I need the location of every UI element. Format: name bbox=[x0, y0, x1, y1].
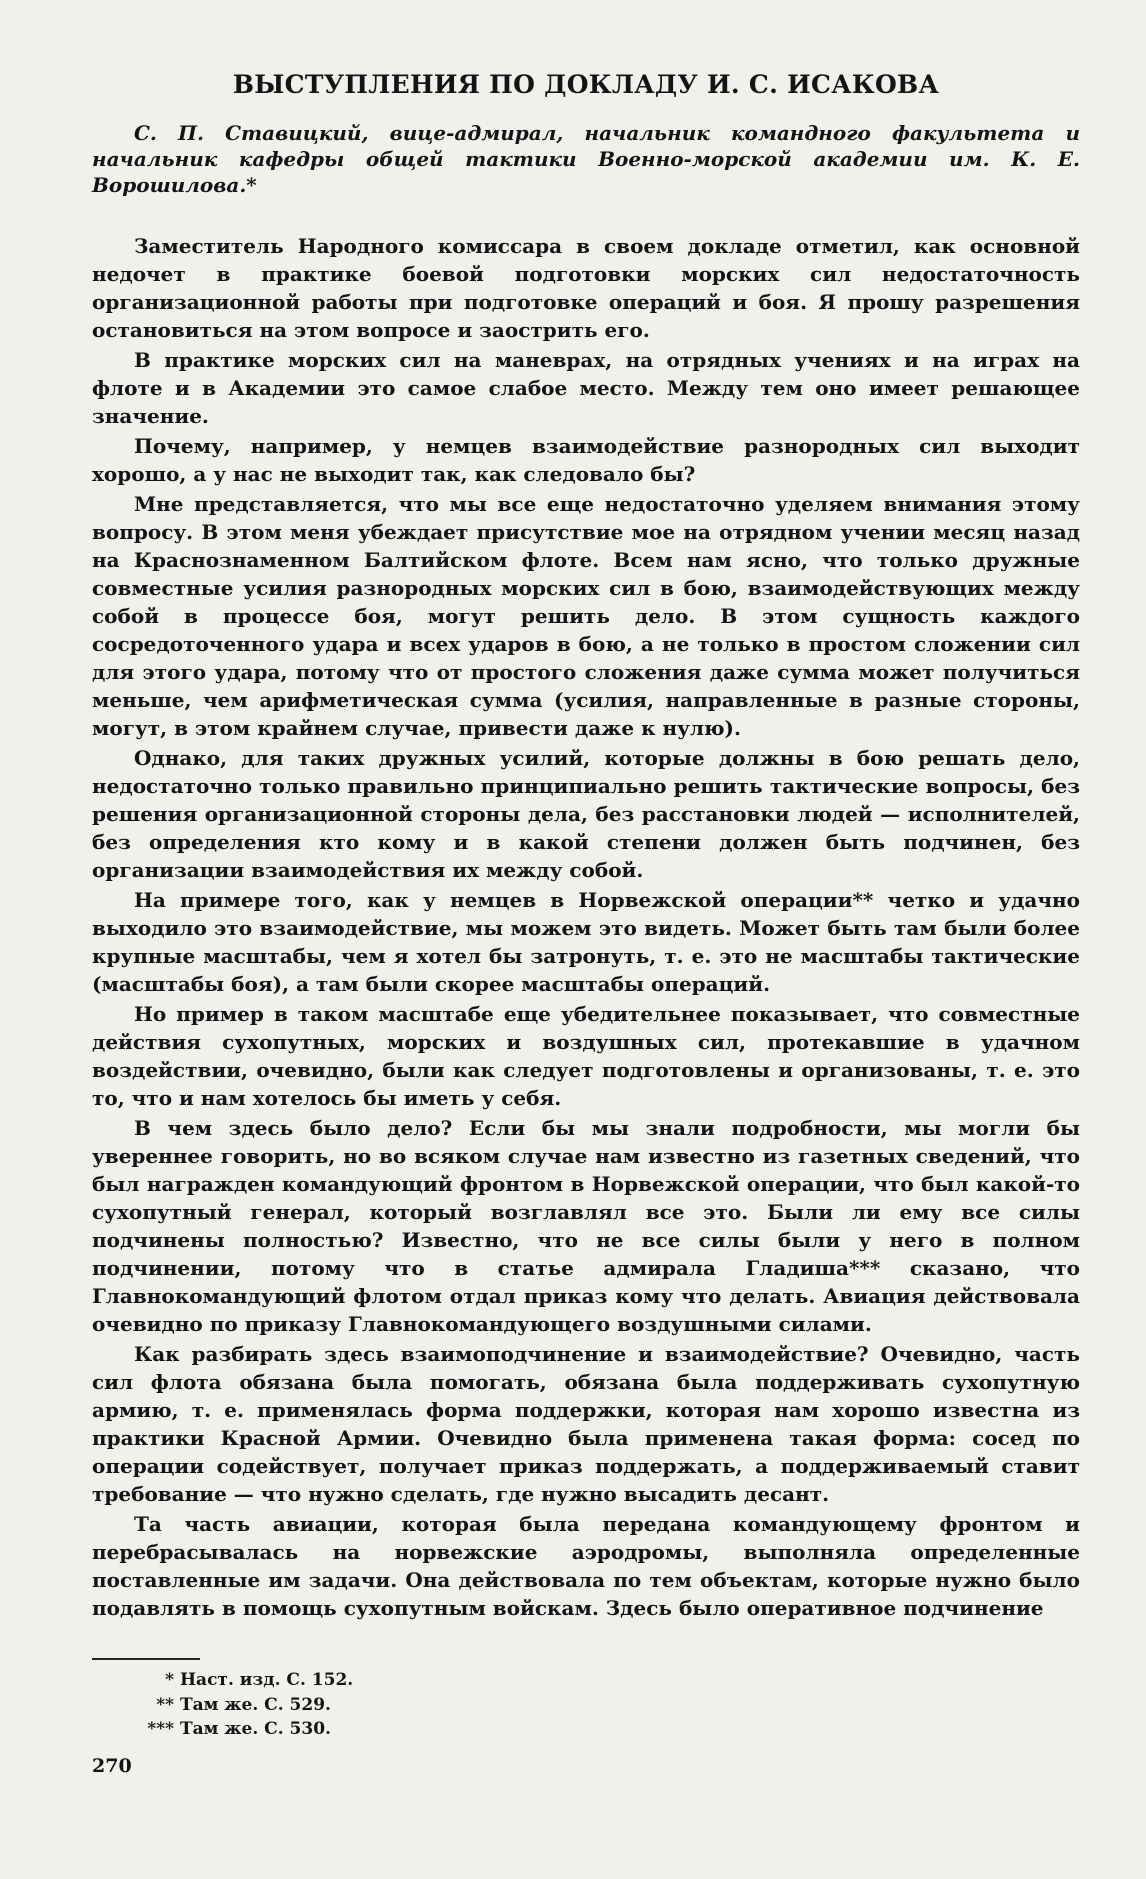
paragraph: Почему, например, у немцев взаимодействие разнородных сил выходит хорошо, а у нас не выходит так, как следовало бы? bbox=[92, 434, 1080, 486]
paragraph: В практике морских сил на маневрах, на отрядных учениях и на играх на флоте и в Академии это самое слабое место. Между тем оно имеет решающее значение. bbox=[92, 348, 1080, 428]
footnote-mark: ** bbox=[156, 1694, 174, 1715]
paragraph: Однако, для таких дружных усилий, которые должны в бою решать дело, недостаточно только правильно принципиально решить тактические вопросы, без решения организационной стороны дела, без расстановки людей — исполнителей, без определения кто кому и в какой степени должен быть подчинен, без организации взаимодействия их между собой. bbox=[92, 746, 1080, 882]
footnote-text: Там же. С. 530. bbox=[180, 1719, 331, 1740]
footnote-mark: * bbox=[165, 1670, 174, 1690]
page-number: 270 bbox=[92, 1755, 132, 1777]
author-line: С. П. Ставицкий, вице-адмирал, начальник командного факультета и начальник кафедры общей тактики Военно-морской академии им. К. Е. Ворошилова.* bbox=[92, 121, 1080, 197]
footnote bbox=[136, 1668, 1080, 1693]
footnote-text: Наст. изд. С. 152. bbox=[180, 1670, 354, 1690]
paragraph: Мне представляется, что мы все еще недостаточно уделяем внимания этому вопросу. В этом меня убеждает присутствие мое на отрядном учении месяц назад на Краснознаменном Балтийском флоте. Всем нам ясно, что только дружные совместные усилия разнородных морских сил в бою, взаимодействующих между собой в процессе боя, могут решить дело. В этом сущность каждого сосредоточенного удара и всех ударов в бою, а не только в простом сложении сил для этого удара, потому что от простого сложения даже сумма может получиться меньше, чем арифметическая сумма (усилия, направленные в разные стороны, могут, в этом крайнем случае, привести даже к нулю). bbox=[92, 492, 1080, 740]
footnote bbox=[136, 1693, 1080, 1718]
footnote-text: Там же. С. 529. bbox=[180, 1694, 331, 1715]
footnotes bbox=[92, 1668, 1080, 1742]
paragraph: В чем здесь было дело? Если бы мы знали подробности, мы могли бы увереннее говорить, но во всяком случае нам известно из газетных сведений, что был награжден командующий фронтом в Норвежской операции, что был какой-то сухопутный генерал, который возглавлял все это. Были ли ему все силы подчинены полностью? Известно, что не все силы были у него в полном подчинении, потому что в статье адмирала Гладиша*** сказано, что Главнокомандующий флотом отдал приказ кому что делать. Авиация действовала очевидно по приказу Главнокомандующего воздушными силами. bbox=[92, 1116, 1080, 1336]
footnote-mark: *** bbox=[147, 1719, 174, 1740]
paragraph: Но пример в таком масштабе еще убедительнее показывает, что совместные действия сухопутных, морских и воздушных сил, протекавшие в удачном воздействии, очевидно, были как следует подготовлены и организованы, т. е. это то, что и нам хотелось бы иметь у себя. bbox=[92, 1002, 1080, 1110]
document-page bbox=[92, 70, 1080, 1742]
paragraph: На примере того, как у немцев в Норвежской операции** четко и удачно выходило это взаимодействие, мы можем это видеть. Может быть там были более крупные масштабы, чем я хотел бы затронуть, т. е. это не масштабы тактические (масштабы боя), а там были скорее масштабы операций. bbox=[92, 888, 1080, 996]
body-text bbox=[92, 232, 1080, 1622]
page-title: ВЫСТУПЛЕНИЯ ПО ДОКЛАДУ И. С. ИСАКОВА bbox=[232, 70, 940, 99]
paragraph: Та часть авиации, которая была передана командующему фронтом и перебрасывалась на норвежские аэродромы, выполняла определенные поставленные им задачи. Она действовала по тем объектам, которые нужно было подавлять в помощь сухопутным войскам. Здесь было оперативное подчинение bbox=[92, 1512, 1080, 1620]
footnote-divider bbox=[92, 1658, 200, 1660]
paragraph: Как разбирать здесь взаимоподчинение и взаимодействие? Очевидно, часть сил флота обязана была помогать, обязана была поддерживать сухопутную армию, т. е. применялась форма поддержки, которая нам хорошо известна из практики Красной Армии. Очевидно была применена такая форма: сосед по операции содействует, получает приказ поддержать, а поддерживаемый ставит требование — что нужно сделать, где нужно высадить десант. bbox=[92, 1342, 1080, 1506]
paragraph: Заместитель Народного комиссара в своем докладе отметил, как основной недочет в практике боевой подготовки морских сил недостаточность организационной работы при подготовке операций и боя. Я прошу разрешения остановиться на этом вопросе и заострить его. bbox=[92, 234, 1080, 342]
footnote bbox=[136, 1717, 1080, 1742]
